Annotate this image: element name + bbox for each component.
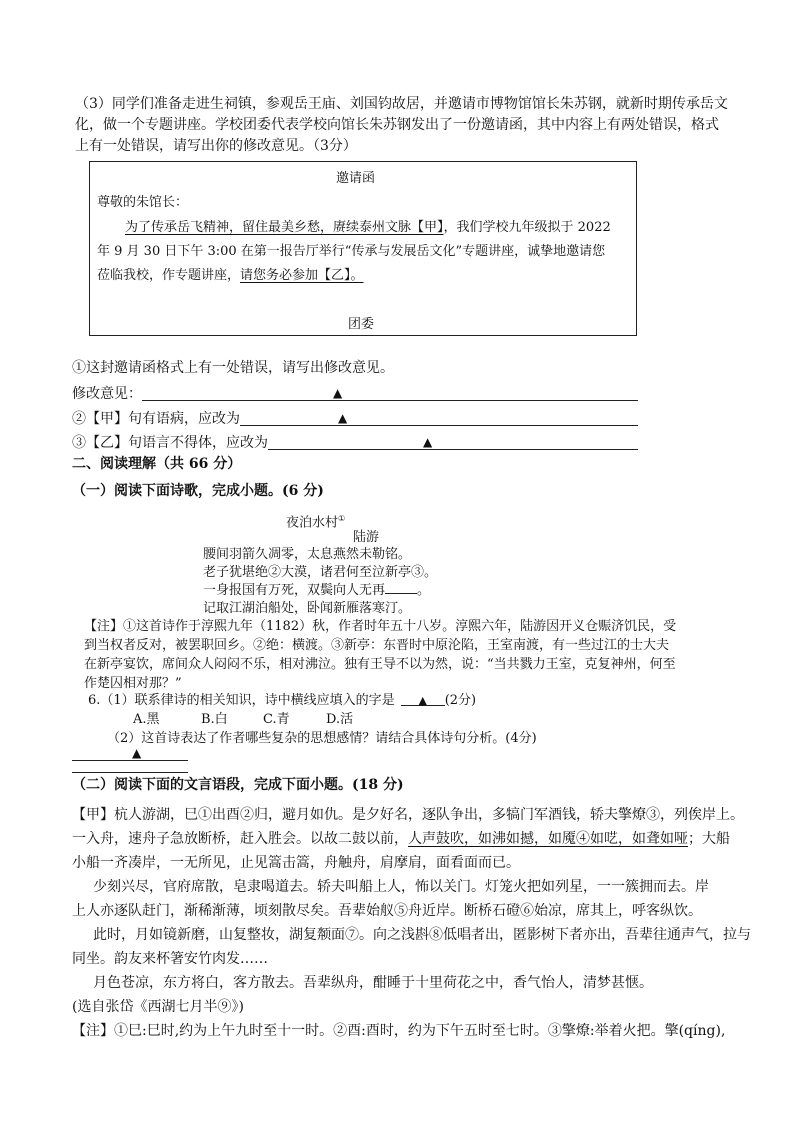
- part-2-heading: （二）阅读下面的文言语段，完成下面小题。(18 分): [72, 777, 404, 793]
- letter-body-line-3: [97, 266, 364, 286]
- task-1-marker: ▲: [333, 386, 343, 400]
- q6-option-a: A.黑: [133, 712, 160, 727]
- poem-line-3-text: 一身报国有万死，双鬓向人无再: [203, 583, 386, 598]
- q6-1-text: 6.（1）联系律诗的相关知识，诗中横线应填入的字是: [88, 693, 395, 708]
- text-p4-line-1: 月色苍凉，东方将白，客方散去。吾辈纵舟，酣睡于十里荷花之中，香气怡人，清梦甚惬。: [93, 975, 653, 991]
- poem-note-2: 到当权者反对，被罢职回乡。②绝：横渡。③新亭：东晋时中原沦陷，王室南渡，有一些过江的士大夫: [84, 638, 670, 653]
- text-jia-line-2-c: ；大船: [688, 831, 730, 847]
- task-3-answer-line[interactable]: [268, 449, 638, 450]
- text-note-line-1: 【注】①巳:巳时,约为上午九时至十一时。②酉:酉时，约为下午五时至七时。③擎燎:举着火把。擎(qíng),: [72, 1023, 726, 1039]
- section-2-heading: 二、阅读理解（共 66 分）: [72, 456, 242, 472]
- q3-line-3: 上有一处错误，请写出你的修改意见。（3分）: [75, 138, 357, 154]
- part-1-heading: （一）阅读下面诗歌，完成小题。(6 分): [72, 483, 324, 499]
- text-jia-line-3: 小船一齐凑岸，一无所见，止见篙击篙，舟触舟，肩摩肩，面看面而已。: [72, 855, 520, 871]
- letter-title: 邀请函: [336, 171, 376, 186]
- letter-body-1-tail: ，我们学校九年级拟于 2022: [443, 220, 611, 235]
- text-p2-line-2: 上人亦逐队赶门，渐稀渐薄，顷刻散尽矣。吾辈始舣⑤舟近岸。断桥石磴⑥始凉，席其上，呼客纵饮。: [72, 903, 702, 919]
- letter-body-line-2: 年 9 月 30 日下午 3:00 在第一报告厅举行“传承与发展岳文化”专题讲座，诚挚地邀请您: [97, 244, 606, 259]
- q3-line-1: （3）同学们准备走进生祠镇，参观岳王庙、刘国钧故居，并邀请市博物馆馆长朱苏钢，就新时期传承岳文: [75, 96, 728, 112]
- task-3-marker: ▲: [423, 435, 433, 449]
- task-2-answer-line[interactable]: [240, 425, 638, 426]
- letter-sentence-yi: 请您务必参加【乙】。: [240, 268, 364, 283]
- q6-option-b: B.白: [201, 712, 228, 727]
- q6-2-answer-line-1[interactable]: [72, 760, 188, 761]
- poem-blank[interactable]: [385, 581, 417, 594]
- q6-1: [88, 691, 476, 711]
- text-jia-underlined: 人声鼓吹，如沸如撼，如魇④如呓，如聋如哑: [408, 831, 688, 847]
- q6-1-score: (2分): [444, 693, 477, 708]
- poem-line-2: 老子犹堪绝②大漠，诸君何至泣新亭③。: [203, 565, 438, 580]
- poem-author: 陆游: [353, 530, 380, 545]
- text-p2-line-1: 少刻兴尽，官府席散，皂隶喝道去。轿夫叫船上人，怖以关门。灯笼火把如列星，一一簇拥而去。岸: [93, 879, 709, 895]
- task-2-label: ②【甲】句有语病，应改为: [72, 411, 240, 427]
- letter-sentence-jia: 为了传承岳飞精神，留住最美乡愁，赓续泰州文脉【甲】: [125, 220, 444, 235]
- letter-signature: 团委: [348, 317, 375, 332]
- q6-2-answer-line-2[interactable]: [72, 772, 188, 773]
- letter-salutation: 尊敬的朱馆长：: [97, 195, 189, 210]
- poem-title-text: 夜泊水村: [286, 515, 339, 531]
- q6-option-d: D.活: [326, 712, 354, 727]
- text-p3-line-1: 此时，月如镜新磨，山复整妆，湖复颒面⑦。向之浅斟⑧低唱者出，匿影树下者亦出，吾辈往通声气，拉与: [93, 927, 751, 943]
- poem-title: [286, 509, 345, 533]
- poem-note-4: 作楚囚相对那？”: [84, 676, 182, 691]
- task-1-label: 修改意见：: [72, 386, 142, 402]
- task-3-label: ③【乙】句语言不得体，应改为: [72, 435, 268, 451]
- text-p3-line-2: 同坐。韵友来杯箸安竹肉发……: [72, 951, 268, 967]
- task-1-instruction: ①这封邀请函格式上有一处错误，请写出修改意见。: [72, 360, 394, 376]
- poem-line-1: 腰间羽箭久凋零，太息燕然未勒铭。: [203, 547, 412, 562]
- task-2-marker: ▲: [338, 411, 348, 425]
- poem-note-3: 在新亭宴饮，席间众人闷闷不乐，相对沸泣。独有王导不以为然，说：“当共戮力王室，克复神州，何至: [84, 657, 676, 672]
- poem-note-1: 【注】①这首诗作于淳熙九年（1182）秋，作者时年五十八岁。淳熙六年，陆游因开义仓赈济饥民，受: [84, 619, 677, 634]
- poem-title-note: ①: [338, 514, 346, 523]
- letter-body-line-1: [125, 218, 611, 238]
- letter-body-3-head: 莅临我校，作专题讲座，: [97, 268, 241, 283]
- q6-option-c: C.青: [263, 712, 290, 727]
- q6-2: （2）这首诗表达了作者哪些复杂的思想感情？请结合具体诗句分析。(4分): [107, 731, 537, 746]
- q6-2-marker: ▲: [132, 746, 142, 760]
- q3-line-2: 化，做一个专题讲座。学校团委代表学校向馆长朱苏钢发出了一份邀请函，其中内容上有两处错误，格式: [75, 117, 719, 133]
- task-1-answer-line[interactable]: [142, 400, 638, 401]
- poem-line-4: 记取江湖泊船处，卧闻新雁落寒汀。: [203, 601, 412, 616]
- text-source: (选自张岱《西湖七月半⑨》): [72, 999, 244, 1015]
- text-jia-line-1: 【甲】杭人游湖，巳①出酉②归，避月如仇。是夕好名，逐队争出，多犒门军酒钱，轿夫擎燎③，列俟岸上。: [72, 807, 744, 823]
- poem-line-3: 一身报国有万死，双鬓向人无再 。: [203, 583, 431, 598]
- q6-1-answer-blank[interactable]: ▲: [401, 691, 445, 706]
- text-jia-line-2-a: 一入舟，速舟子急放断桥，赶入胜会。以故二鼓以前，: [72, 831, 408, 847]
- text-jia-line-2: [72, 829, 730, 850]
